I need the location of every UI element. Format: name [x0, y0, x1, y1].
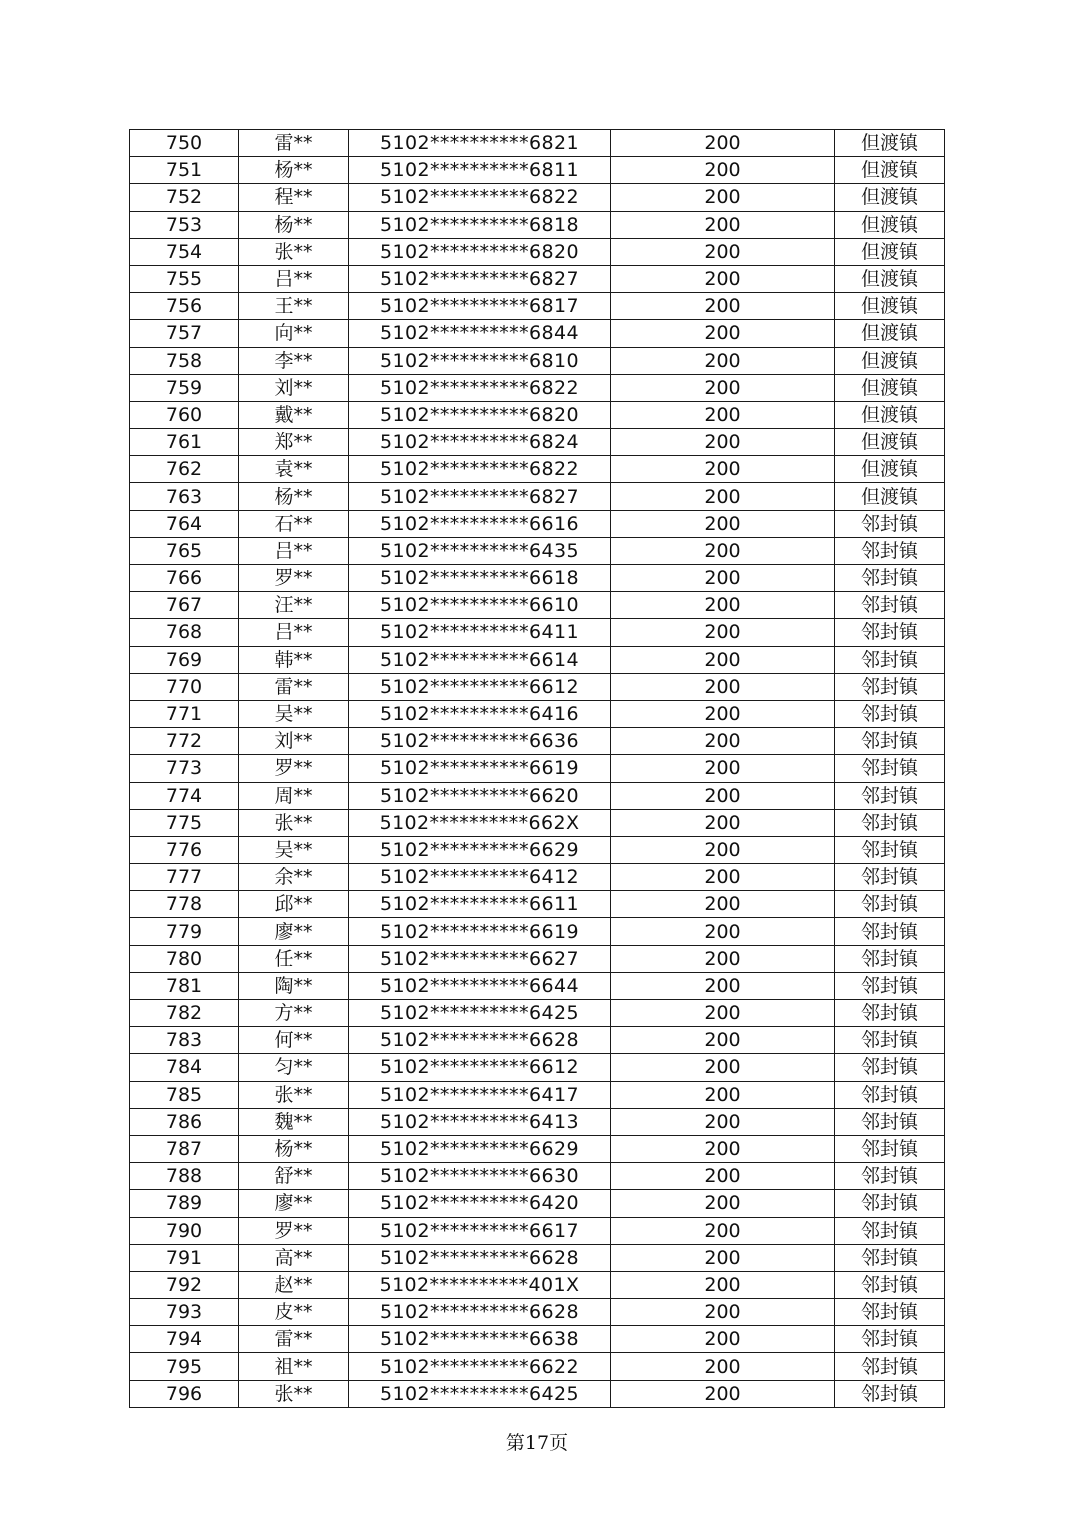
cell-town: 邻封镇: [835, 510, 945, 537]
cell-seq: 775: [130, 809, 239, 836]
table-row: [130, 1108, 945, 1135]
cell-amount: 200: [611, 483, 835, 510]
cell-name: 雷**: [239, 130, 349, 157]
cell-id: 5102**********6824: [349, 429, 611, 456]
cell-seq: 765: [130, 537, 239, 564]
cell-amount: 200: [611, 1054, 835, 1081]
cell-amount: 200: [611, 945, 835, 972]
cell-seq: 751: [130, 157, 239, 184]
data-table: [129, 129, 945, 1408]
cell-name: 杨**: [239, 211, 349, 238]
cell-amount: 200: [611, 1190, 835, 1217]
cell-amount: 200: [611, 728, 835, 755]
table-row: [130, 1000, 945, 1027]
cell-seq: 790: [130, 1217, 239, 1244]
cell-name: 吴**: [239, 836, 349, 863]
cell-id: 5102**********6628: [349, 1244, 611, 1271]
cell-name: 韩**: [239, 646, 349, 673]
cell-town: 邻封镇: [835, 1217, 945, 1244]
cell-name: 高**: [239, 1244, 349, 1271]
cell-town: 但渡镇: [835, 483, 945, 510]
table-row: [130, 130, 945, 157]
cell-amount: 200: [611, 456, 835, 483]
cell-name: 杨**: [239, 1135, 349, 1162]
cell-town: 邻封镇: [835, 1054, 945, 1081]
table-row: [130, 565, 945, 592]
cell-town: 邻封镇: [835, 1326, 945, 1353]
cell-seq: 792: [130, 1271, 239, 1298]
cell-amount: 200: [611, 1299, 835, 1326]
cell-town: 邻封镇: [835, 836, 945, 863]
table-row: [130, 320, 945, 347]
table-row: [130, 891, 945, 918]
cell-name: 吕**: [239, 619, 349, 646]
table-row: [130, 1271, 945, 1298]
cell-seq: 756: [130, 293, 239, 320]
cell-town: 邻封镇: [835, 1244, 945, 1271]
cell-town: 邻封镇: [835, 1299, 945, 1326]
table-row: [130, 347, 945, 374]
cell-seq: 789: [130, 1190, 239, 1217]
cell-id: 5102**********6616: [349, 510, 611, 537]
cell-name: 张**: [239, 809, 349, 836]
cell-town: 但渡镇: [835, 401, 945, 428]
cell-seq: 785: [130, 1081, 239, 1108]
cell-name: 张**: [239, 1081, 349, 1108]
table-row: [130, 537, 945, 564]
cell-id: 5102**********6628: [349, 1299, 611, 1326]
cell-amount: 200: [611, 320, 835, 347]
cell-amount: 200: [611, 646, 835, 673]
cell-id: 5102**********6629: [349, 836, 611, 863]
cell-seq: 755: [130, 265, 239, 292]
cell-town: 但渡镇: [835, 238, 945, 265]
cell-town: 邻封镇: [835, 1271, 945, 1298]
cell-amount: 200: [611, 1000, 835, 1027]
cell-name: 张**: [239, 238, 349, 265]
cell-id: 5102**********6636: [349, 728, 611, 755]
cell-amount: 200: [611, 972, 835, 999]
table-row: [130, 456, 945, 483]
cell-seq: 774: [130, 782, 239, 809]
cell-town: 邻封镇: [835, 972, 945, 999]
cell-name: 吴**: [239, 700, 349, 727]
table-row: [130, 1163, 945, 1190]
cell-seq: 791: [130, 1244, 239, 1271]
cell-amount: 200: [611, 1380, 835, 1407]
cell-town: 邻封镇: [835, 891, 945, 918]
cell-town: 邻封镇: [835, 537, 945, 564]
cell-seq: 766: [130, 565, 239, 592]
cell-id: 5102**********6644: [349, 972, 611, 999]
cell-name: 程**: [239, 184, 349, 211]
cell-seq: 781: [130, 972, 239, 999]
cell-amount: 200: [611, 1217, 835, 1244]
table-row: [130, 401, 945, 428]
cell-town: 但渡镇: [835, 211, 945, 238]
cell-seq: 762: [130, 456, 239, 483]
table-row: [130, 1326, 945, 1353]
cell-amount: 200: [611, 864, 835, 891]
cell-name: 任**: [239, 945, 349, 972]
table-row: [130, 211, 945, 238]
cell-id: 5102**********6416: [349, 700, 611, 727]
cell-id: 5102**********6618: [349, 565, 611, 592]
table-row: [130, 157, 945, 184]
cell-amount: 200: [611, 1326, 835, 1353]
cell-town: 但渡镇: [835, 320, 945, 347]
cell-seq: 784: [130, 1054, 239, 1081]
cell-name: 杨**: [239, 157, 349, 184]
cell-name: 廖**: [239, 1190, 349, 1217]
cell-seq: 758: [130, 347, 239, 374]
cell-amount: 200: [611, 265, 835, 292]
cell-name: 李**: [239, 347, 349, 374]
cell-seq: 769: [130, 646, 239, 673]
table-row: [130, 265, 945, 292]
cell-name: 罗**: [239, 1217, 349, 1244]
cell-town: 邻封镇: [835, 918, 945, 945]
cell-amount: 200: [611, 537, 835, 564]
cell-name: 郑**: [239, 429, 349, 456]
cell-id: 5102**********662X: [349, 809, 611, 836]
cell-seq: 777: [130, 864, 239, 891]
cell-id: 5102**********6610: [349, 592, 611, 619]
table-row: [130, 619, 945, 646]
cell-name: 罗**: [239, 755, 349, 782]
cell-amount: 200: [611, 619, 835, 646]
cell-name: 杨**: [239, 483, 349, 510]
cell-name: 魏**: [239, 1108, 349, 1135]
cell-name: 雷**: [239, 673, 349, 700]
cell-id: 5102**********6619: [349, 755, 611, 782]
table-row: [130, 1217, 945, 1244]
cell-town: 邻封镇: [835, 1027, 945, 1054]
cell-amount: 200: [611, 510, 835, 537]
cell-town: 邻封镇: [835, 592, 945, 619]
cell-town: 邻封镇: [835, 864, 945, 891]
cell-name: 刘**: [239, 374, 349, 401]
cell-name: 雷**: [239, 1326, 349, 1353]
cell-seq: 795: [130, 1353, 239, 1380]
table-row: [130, 1027, 945, 1054]
cell-seq: 760: [130, 401, 239, 428]
cell-town: 但渡镇: [835, 293, 945, 320]
cell-id: 5102**********6628: [349, 1027, 611, 1054]
cell-amount: 200: [611, 836, 835, 863]
cell-id: 5102**********6412: [349, 864, 611, 891]
cell-id: 5102**********6627: [349, 945, 611, 972]
table-row: [130, 293, 945, 320]
cell-name: 石**: [239, 510, 349, 537]
cell-seq: 776: [130, 836, 239, 863]
cell-town: 邻封镇: [835, 945, 945, 972]
cell-name: 赵**: [239, 1271, 349, 1298]
cell-seq: 782: [130, 1000, 239, 1027]
table-row: [130, 238, 945, 265]
cell-amount: 200: [611, 293, 835, 320]
cell-seq: 772: [130, 728, 239, 755]
cell-seq: 794: [130, 1326, 239, 1353]
cell-amount: 200: [611, 673, 835, 700]
cell-amount: 200: [611, 1271, 835, 1298]
cell-seq: 753: [130, 211, 239, 238]
table-row: [130, 864, 945, 891]
cell-amount: 200: [611, 374, 835, 401]
cell-id: 5102**********6411: [349, 619, 611, 646]
cell-amount: 200: [611, 918, 835, 945]
cell-name: 舒**: [239, 1163, 349, 1190]
cell-amount: 200: [611, 809, 835, 836]
cell-town: 邻封镇: [835, 1081, 945, 1108]
table-row: [130, 1299, 945, 1326]
cell-name: 祖**: [239, 1353, 349, 1380]
cell-id: 5102**********6612: [349, 673, 611, 700]
cell-town: 邻封镇: [835, 782, 945, 809]
cell-town: 邻封镇: [835, 1380, 945, 1407]
cell-town: 邻封镇: [835, 619, 945, 646]
cell-seq: 757: [130, 320, 239, 347]
cell-amount: 200: [611, 238, 835, 265]
cell-id: 5102**********6822: [349, 184, 611, 211]
cell-amount: 200: [611, 1135, 835, 1162]
cell-name: 方**: [239, 1000, 349, 1027]
table-row: [130, 510, 945, 537]
cell-town: 邻封镇: [835, 1190, 945, 1217]
cell-id: 5102**********6620: [349, 782, 611, 809]
cell-name: 皮**: [239, 1299, 349, 1326]
cell-id: 5102**********6413: [349, 1108, 611, 1135]
cell-id: 5102**********6425: [349, 1000, 611, 1027]
cell-town: 邻封镇: [835, 700, 945, 727]
table-row: [130, 918, 945, 945]
cell-town: 邻封镇: [835, 728, 945, 755]
cell-id: 5102**********6614: [349, 646, 611, 673]
cell-town: 但渡镇: [835, 265, 945, 292]
cell-seq: 750: [130, 130, 239, 157]
cell-town: 邻封镇: [835, 1108, 945, 1135]
cell-name: 周**: [239, 782, 349, 809]
table-row: [130, 836, 945, 863]
cell-amount: 200: [611, 1163, 835, 1190]
cell-id: 5102**********6844: [349, 320, 611, 347]
cell-seq: 780: [130, 945, 239, 972]
cell-id: 5102**********6820: [349, 238, 611, 265]
cell-town: 但渡镇: [835, 429, 945, 456]
cell-name: 何**: [239, 1027, 349, 1054]
cell-name: 刘**: [239, 728, 349, 755]
cell-seq: 788: [130, 1163, 239, 1190]
cell-id: 5102**********6617: [349, 1217, 611, 1244]
cell-id: 5102**********6622: [349, 1353, 611, 1380]
cell-amount: 200: [611, 130, 835, 157]
cell-seq: 771: [130, 700, 239, 727]
cell-id: 5102**********6821: [349, 130, 611, 157]
cell-amount: 200: [611, 700, 835, 727]
cell-seq: 779: [130, 918, 239, 945]
cell-name: 吕**: [239, 265, 349, 292]
cell-seq: 778: [130, 891, 239, 918]
cell-name: 廖**: [239, 918, 349, 945]
cell-amount: 200: [611, 891, 835, 918]
table-row: [130, 700, 945, 727]
cell-seq: 768: [130, 619, 239, 646]
cell-seq: 770: [130, 673, 239, 700]
cell-town: 但渡镇: [835, 184, 945, 211]
cell-amount: 200: [611, 1027, 835, 1054]
cell-amount: 200: [611, 1108, 835, 1135]
cell-id: 5102**********6630: [349, 1163, 611, 1190]
cell-name: 陶**: [239, 972, 349, 999]
table-row: [130, 673, 945, 700]
cell-amount: 200: [611, 401, 835, 428]
cell-name: 罗**: [239, 565, 349, 592]
cell-amount: 200: [611, 565, 835, 592]
cell-seq: 764: [130, 510, 239, 537]
cell-town: 邻封镇: [835, 755, 945, 782]
cell-id: 5102**********6811: [349, 157, 611, 184]
table-row: [130, 728, 945, 755]
cell-seq: 767: [130, 592, 239, 619]
cell-id: 5102**********6817: [349, 293, 611, 320]
cell-id: 5102**********6425: [349, 1380, 611, 1407]
cell-town: 邻封镇: [835, 1135, 945, 1162]
table-body: [130, 130, 945, 1408]
cell-amount: 200: [611, 1244, 835, 1271]
cell-town: 邻封镇: [835, 1353, 945, 1380]
cell-seq: 759: [130, 374, 239, 401]
cell-id: 5102**********6810: [349, 347, 611, 374]
cell-name: 匀**: [239, 1054, 349, 1081]
cell-town: 邻封镇: [835, 565, 945, 592]
cell-amount: 200: [611, 184, 835, 211]
cell-town: 邻封镇: [835, 646, 945, 673]
cell-id: 5102**********6820: [349, 401, 611, 428]
cell-id: 5102**********6611: [349, 891, 611, 918]
cell-town: 但渡镇: [835, 374, 945, 401]
table-row: [130, 374, 945, 401]
cell-id: 5102**********401X: [349, 1271, 611, 1298]
cell-id: 5102**********6827: [349, 483, 611, 510]
table-row: [130, 1135, 945, 1162]
table-row: [130, 483, 945, 510]
cell-town: 但渡镇: [835, 157, 945, 184]
cell-amount: 200: [611, 1353, 835, 1380]
cell-name: 戴**: [239, 401, 349, 428]
table-row: [130, 646, 945, 673]
cell-town: 但渡镇: [835, 347, 945, 374]
cell-amount: 200: [611, 211, 835, 238]
cell-name: 吕**: [239, 537, 349, 564]
table-row: [130, 1244, 945, 1271]
cell-town: 邻封镇: [835, 673, 945, 700]
cell-id: 5102**********6612: [349, 1054, 611, 1081]
cell-amount: 200: [611, 755, 835, 782]
cell-id: 5102**********6619: [349, 918, 611, 945]
cell-id: 5102**********6818: [349, 211, 611, 238]
cell-amount: 200: [611, 782, 835, 809]
cell-name: 余**: [239, 864, 349, 891]
cell-seq: 752: [130, 184, 239, 211]
cell-amount: 200: [611, 157, 835, 184]
cell-id: 5102**********6629: [349, 1135, 611, 1162]
cell-name: 袁**: [239, 456, 349, 483]
cell-name: 王**: [239, 293, 349, 320]
cell-seq: 793: [130, 1299, 239, 1326]
table-row: [130, 1081, 945, 1108]
cell-seq: 763: [130, 483, 239, 510]
cell-amount: 200: [611, 429, 835, 456]
table-row: [130, 592, 945, 619]
table-row: [130, 755, 945, 782]
cell-seq: 783: [130, 1027, 239, 1054]
cell-amount: 200: [611, 347, 835, 374]
cell-seq: 796: [130, 1380, 239, 1407]
cell-id: 5102**********6417: [349, 1081, 611, 1108]
table-row: [130, 945, 945, 972]
table-row: [130, 184, 945, 211]
cell-town: 但渡镇: [835, 456, 945, 483]
cell-name: 张**: [239, 1380, 349, 1407]
cell-seq: 761: [130, 429, 239, 456]
cell-town: 邻封镇: [835, 809, 945, 836]
cell-id: 5102**********6435: [349, 537, 611, 564]
table-row: [130, 782, 945, 809]
cell-amount: 200: [611, 1081, 835, 1108]
cell-name: 向**: [239, 320, 349, 347]
table-row: [130, 1054, 945, 1081]
table-row: [130, 1380, 945, 1407]
cell-seq: 773: [130, 755, 239, 782]
cell-name: 邱**: [239, 891, 349, 918]
cell-id: 5102**********6420: [349, 1190, 611, 1217]
table-row: [130, 429, 945, 456]
table-row: [130, 972, 945, 999]
table-row: [130, 1190, 945, 1217]
table-row: [130, 809, 945, 836]
cell-seq: 786: [130, 1108, 239, 1135]
cell-id: 5102**********6827: [349, 265, 611, 292]
cell-id: 5102**********6638: [349, 1326, 611, 1353]
cell-town: 邻封镇: [835, 1163, 945, 1190]
cell-seq: 787: [130, 1135, 239, 1162]
cell-town: 但渡镇: [835, 130, 945, 157]
table-row: [130, 1353, 945, 1380]
page-number: 第17页: [505, 1432, 569, 1454]
cell-seq: 754: [130, 238, 239, 265]
cell-id: 5102**********6822: [349, 374, 611, 401]
cell-town: 邻封镇: [835, 1000, 945, 1027]
cell-amount: 200: [611, 592, 835, 619]
cell-name: 汪**: [239, 592, 349, 619]
cell-id: 5102**********6822: [349, 456, 611, 483]
